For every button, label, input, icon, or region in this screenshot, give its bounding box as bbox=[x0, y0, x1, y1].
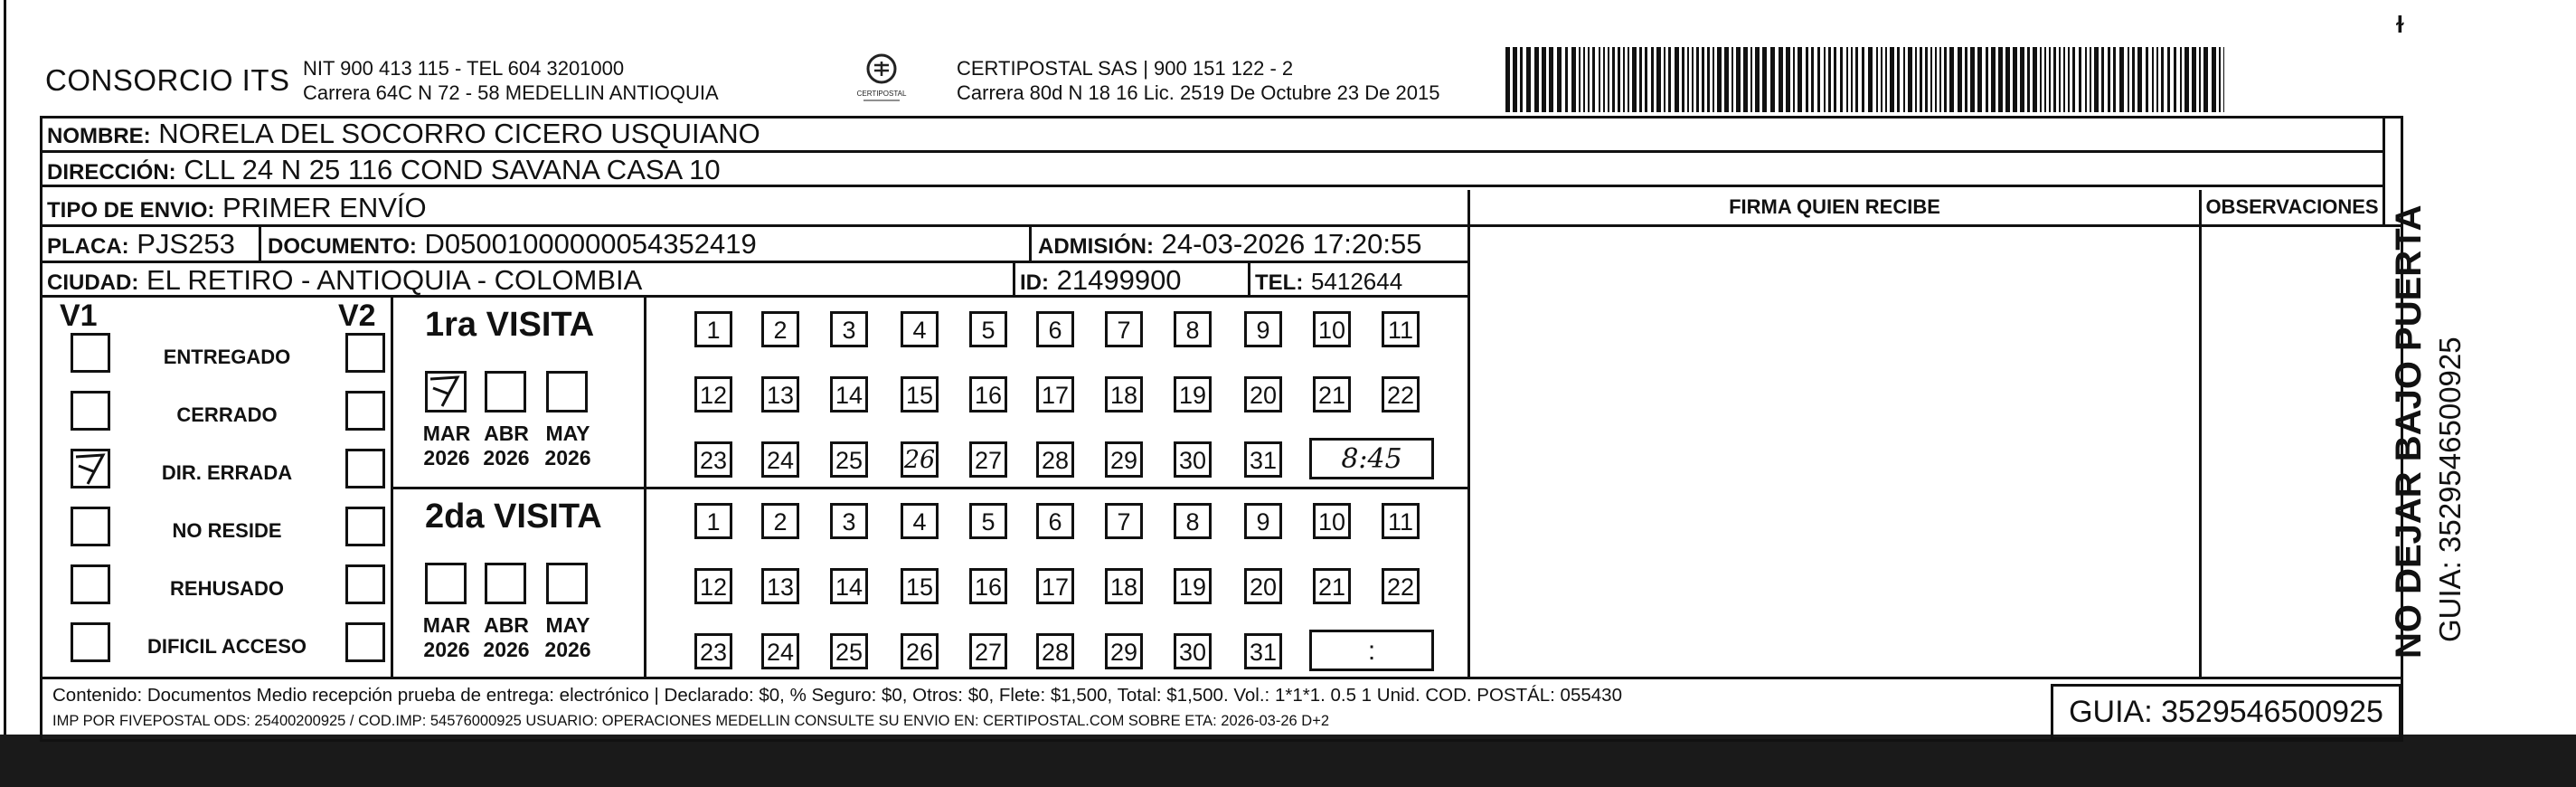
barcode-bar bbox=[1618, 47, 1620, 112]
v1-checkbox[interactable] bbox=[71, 622, 110, 662]
tipo-envio-value: PRIMER ENVÍO bbox=[222, 192, 427, 223]
day-box[interactable]: 13 bbox=[761, 376, 799, 412]
barcode-bar bbox=[1724, 47, 1729, 112]
barcode-bar bbox=[2161, 47, 2164, 112]
barcode-bar bbox=[1944, 47, 1947, 112]
barcode-bar bbox=[2146, 47, 2148, 112]
id-label: ID: bbox=[1020, 270, 1049, 295]
day-box[interactable]: 27 bbox=[969, 441, 1007, 478]
tel-field bbox=[1255, 264, 1402, 299]
barcode-bar bbox=[1505, 47, 1510, 112]
barcode-bar bbox=[1588, 47, 1590, 112]
v2-checkbox[interactable] bbox=[345, 449, 385, 488]
barcode-bar bbox=[2072, 47, 2075, 112]
month-name: MAR bbox=[422, 422, 471, 445]
barcode-bar bbox=[1571, 47, 1576, 112]
barcode-bar bbox=[1656, 47, 1661, 112]
months-divider bbox=[644, 295, 646, 678]
day-box[interactable]: 9 bbox=[1244, 503, 1282, 539]
barcode-bar bbox=[1885, 47, 1887, 112]
day-box[interactable]: 17 bbox=[1036, 376, 1074, 412]
barcode-bar bbox=[1935, 47, 1937, 112]
barcode-bar bbox=[2040, 47, 2042, 112]
barcode-bar bbox=[1534, 47, 1539, 112]
barcode-bar bbox=[1779, 47, 1783, 112]
v1-label: V1 bbox=[60, 299, 98, 333]
barcode-bar bbox=[2090, 47, 2091, 112]
day-box[interactable]: 31 bbox=[1244, 633, 1282, 669]
carrier-info bbox=[957, 56, 1439, 105]
guia-number: GUIA: 3529546500925 bbox=[2051, 684, 2401, 740]
barcode-bar bbox=[1998, 47, 2003, 112]
barcode-bar bbox=[2033, 47, 2037, 112]
status-divider bbox=[391, 295, 393, 678]
barcode-bar bbox=[2212, 47, 2216, 112]
status-option-label: NO RESIDE bbox=[172, 519, 282, 542]
day-box[interactable]: 6 bbox=[1036, 311, 1074, 347]
barcode-bar bbox=[1628, 47, 1629, 112]
barcode-bar bbox=[1755, 47, 1760, 112]
logo-text: CERTIPOSTAL bbox=[856, 90, 907, 98]
barcode-bar bbox=[1713, 47, 1714, 112]
barcode-bar bbox=[1612, 47, 1615, 112]
barcode-bar bbox=[2049, 47, 2051, 112]
barcode-bar bbox=[1549, 47, 1553, 112]
month-name: ABR bbox=[484, 422, 529, 445]
barcode-bar bbox=[2053, 47, 2056, 112]
barcode-bar bbox=[1513, 47, 1517, 112]
barcode-bar bbox=[1639, 47, 1642, 112]
status-option-label: CERRADO bbox=[176, 403, 278, 426]
barcode-bar bbox=[2184, 47, 2189, 112]
day-box[interactable]: 28 bbox=[1036, 633, 1074, 669]
month-name: MAY bbox=[545, 613, 590, 637]
day-box[interactable]: 26 bbox=[901, 633, 939, 669]
barcode-bar bbox=[1890, 47, 1894, 112]
barcode-bar bbox=[1851, 47, 1853, 112]
side-guia: GUIA: 3529546500925 bbox=[2433, 337, 2467, 642]
month-label bbox=[418, 422, 476, 470]
barcode-bar bbox=[1675, 47, 1679, 112]
barcode-bar bbox=[1965, 47, 1967, 112]
barcode-bar bbox=[1939, 47, 1941, 112]
barcode-bar bbox=[1840, 47, 1843, 112]
day-box[interactable]: 4 bbox=[901, 503, 939, 539]
day-box[interactable]: 8 bbox=[1174, 311, 1212, 347]
day-box[interactable]: 14 bbox=[830, 568, 868, 604]
month-year: 2026 bbox=[483, 638, 530, 661]
signature-divider bbox=[1467, 190, 1470, 678]
status-option-label: DIR. ERRADA bbox=[161, 461, 293, 484]
v2-checkbox[interactable] bbox=[345, 391, 385, 431]
visit-divider bbox=[391, 487, 1470, 489]
barcode-bar bbox=[2203, 47, 2208, 112]
month-year: 2026 bbox=[544, 446, 591, 469]
admision-label: ADMISIÓN: bbox=[1038, 234, 1154, 259]
placa-value: PJS253 bbox=[137, 228, 235, 260]
barcode-bar bbox=[2119, 47, 2124, 112]
barcode-bar bbox=[2068, 47, 2070, 112]
barcode-bar bbox=[2101, 47, 2104, 112]
placa-label: PLACA: bbox=[47, 234, 129, 259]
barcode-bar bbox=[1542, 47, 1546, 112]
barcode-bar bbox=[1668, 47, 1671, 112]
day-box[interactable]: 17 bbox=[1036, 568, 1074, 604]
barcode-bar bbox=[1702, 47, 1704, 112]
print-details: IMP POR FIVEPOSTAL ODS: 25400200925 / COD.IMP: 54576000925 USUARIO: OPERACIONES MEDELLIN CONSULTE SU ENVIO EN: CERTIPOSTAL.COM SOBRE ETA: 2026-03-26 D+2 bbox=[52, 713, 1330, 729]
visit-title: 2da VISITA bbox=[425, 498, 602, 536]
barcode-bar bbox=[1603, 47, 1605, 112]
ciudad-value: EL RETIRO - ANTIOQUIA - COLOMBIA bbox=[146, 264, 643, 296]
nombre-field bbox=[47, 118, 760, 153]
day-box[interactable]: 19 bbox=[1174, 376, 1212, 412]
barcode-bar bbox=[2063, 47, 2065, 112]
status-option-label: REHUSADO bbox=[170, 577, 284, 600]
barcode-bar bbox=[1876, 47, 1878, 112]
month-name: MAR bbox=[422, 613, 471, 637]
barcode-bar bbox=[1977, 47, 1982, 112]
observations-divider bbox=[2199, 190, 2202, 678]
barcode bbox=[1505, 47, 2224, 112]
certipostal-logo bbox=[854, 49, 909, 105]
barcode-bar bbox=[2094, 47, 2099, 112]
day-box[interactable]: 2 bbox=[761, 311, 799, 347]
barcode-bar bbox=[1707, 47, 1710, 112]
month-checkbox[interactable] bbox=[485, 563, 526, 604]
barcode-bar bbox=[1817, 47, 1820, 112]
status-option-label: ENTREGADO bbox=[163, 346, 291, 368]
barcode-bar bbox=[2044, 47, 2046, 112]
barcode-bar bbox=[1958, 47, 1962, 112]
visit-time[interactable]: : bbox=[1309, 630, 1434, 671]
day-box[interactable]: 13 bbox=[761, 568, 799, 604]
visit-title: 1ra VISITA bbox=[425, 306, 595, 344]
barcode-bar bbox=[1811, 47, 1814, 112]
carrier-address-line: Carrera 80d N 18 16 Lic. 2519 De Octubre 23 De 2015 bbox=[957, 81, 1440, 104]
barcode-bar bbox=[1579, 47, 1581, 112]
margin-mark: ɫ bbox=[2396, 11, 2404, 38]
day-box[interactable]: 30 bbox=[1174, 633, 1212, 669]
barcode-bar bbox=[2219, 47, 2221, 112]
v2-checkbox[interactable] bbox=[345, 333, 385, 373]
day-box[interactable]: 24 bbox=[761, 441, 799, 478]
barcode-bar bbox=[2152, 47, 2154, 112]
barcode-bar bbox=[1750, 47, 1752, 112]
day-box[interactable]: 5 bbox=[969, 311, 1007, 347]
ciudad-label: CIUDAD: bbox=[47, 270, 139, 295]
page-bottom-band bbox=[0, 735, 2576, 787]
barcode-bar bbox=[1557, 47, 1562, 112]
month-year: 2026 bbox=[544, 638, 591, 661]
barcode-bar bbox=[1970, 47, 1975, 112]
barcode-bar bbox=[1682, 47, 1684, 112]
day-box[interactable]: 29 bbox=[1105, 441, 1143, 478]
barcode-bar bbox=[1592, 47, 1595, 112]
company-name: CONSORCIO ITS bbox=[45, 63, 290, 97]
footer-rule bbox=[40, 677, 2403, 679]
status-option-label: DIFICIL ACCESO bbox=[146, 635, 307, 658]
barcode-bar bbox=[1925, 47, 1928, 112]
day-box[interactable]: 2 bbox=[761, 503, 799, 539]
month-year: 2026 bbox=[483, 446, 530, 469]
barcode-bar bbox=[2079, 47, 2081, 112]
day-box[interactable]: 30 bbox=[1174, 441, 1212, 478]
barcode-bar bbox=[2108, 47, 2110, 112]
barcode-bar bbox=[1687, 47, 1689, 112]
barcode-bar bbox=[1846, 47, 1848, 112]
day-box[interactable]: 18 bbox=[1105, 568, 1143, 604]
barcode-bar bbox=[1915, 47, 1917, 112]
day-box[interactable]: 31 bbox=[1244, 441, 1282, 478]
v1-checkbox[interactable] bbox=[71, 507, 110, 546]
day-box[interactable]: 16 bbox=[969, 568, 1007, 604]
month-checkbox[interactable] bbox=[546, 371, 588, 412]
content-details: Contenido: Documentos Medio recepción prueba de entrega: electrónico | Declarado: $0, % Seguro: $0, Otros: $0, Flete: $1,500, Total: $1,500. Vol.: 1*1*1. 0.5 1 Unid. COD. POSTÁL: 055430 bbox=[52, 685, 1622, 706]
barcode-bar bbox=[2027, 47, 2030, 112]
day-box[interactable]: 26 bbox=[901, 441, 939, 478]
documento-field bbox=[268, 228, 757, 263]
barcode-bar bbox=[2132, 47, 2135, 112]
company-info bbox=[303, 56, 719, 105]
barcode-bar bbox=[1862, 47, 1864, 112]
barcode-bar bbox=[1717, 47, 1722, 112]
direccion-label: DIRECCIÓN: bbox=[47, 160, 176, 185]
barcode-bar bbox=[1645, 47, 1647, 112]
day-box[interactable]: 22 bbox=[1382, 376, 1420, 412]
day-box[interactable]: 22 bbox=[1382, 568, 1420, 604]
barcode-bar bbox=[1897, 47, 1900, 112]
barcode-bar bbox=[1696, 47, 1699, 112]
v1-checkbox[interactable] bbox=[71, 333, 110, 373]
day-box[interactable]: 3 bbox=[830, 503, 868, 539]
barcode-bar bbox=[1651, 47, 1654, 112]
v2-checkbox[interactable] bbox=[345, 507, 385, 546]
tel-value: 5412644 bbox=[1310, 268, 1403, 295]
day-box[interactable]: 15 bbox=[901, 376, 939, 412]
barcode-bar bbox=[1806, 47, 1808, 112]
company-nit-line: NIT 900 413 115 - TEL 604 3201000 bbox=[303, 57, 625, 80]
barcode-bar bbox=[2192, 47, 2196, 112]
no-dejar-warning: NO DEJAR BAJO PUERTA bbox=[2389, 204, 2429, 659]
barcode-bar bbox=[1868, 47, 1873, 112]
admision-divider bbox=[1029, 226, 1032, 262]
direccion-field bbox=[47, 154, 721, 189]
id-field bbox=[1020, 264, 1182, 299]
day-box[interactable]: 11 bbox=[1382, 311, 1420, 347]
month-checkbox[interactable] bbox=[485, 371, 526, 412]
v2-checkbox[interactable] bbox=[345, 564, 385, 604]
barcode-bar bbox=[1731, 47, 1733, 112]
day-box[interactable]: 1 bbox=[694, 503, 732, 539]
barcode-bar bbox=[1623, 47, 1625, 112]
barcode-bar bbox=[2156, 47, 2158, 112]
barcode-bar bbox=[1692, 47, 1694, 112]
barcode-bar bbox=[2137, 47, 2142, 112]
barcode-bar bbox=[1770, 47, 1775, 112]
barcode-bar bbox=[1743, 47, 1748, 112]
tipo-envio-label: TIPO DE ENVIO: bbox=[47, 198, 215, 223]
day-box[interactable]: 10 bbox=[1313, 503, 1351, 539]
barcode-bar bbox=[2128, 47, 2129, 112]
barcode-bar bbox=[1949, 47, 1954, 112]
day-box[interactable]: 5 bbox=[969, 503, 1007, 539]
barcode-bar bbox=[1583, 47, 1585, 112]
day-box[interactable]: 28 bbox=[1036, 441, 1074, 478]
day-box[interactable]: 29 bbox=[1105, 633, 1143, 669]
month-name: MAY bbox=[545, 422, 590, 445]
documento-value: D05001000000054352419 bbox=[424, 228, 757, 260]
month-checkbox[interactable] bbox=[546, 563, 588, 604]
barcode-bar bbox=[1798, 47, 1802, 112]
day-box[interactable]: 21 bbox=[1313, 568, 1351, 604]
barcode-bar bbox=[1520, 47, 1523, 112]
day-box[interactable]: 24 bbox=[761, 633, 799, 669]
barcode-bar bbox=[2180, 47, 2182, 112]
day-box[interactable]: 20 bbox=[1244, 568, 1282, 604]
barcode-bar bbox=[2199, 47, 2201, 112]
day-box[interactable]: 23 bbox=[694, 441, 732, 478]
month-label bbox=[418, 613, 476, 662]
v1-checkbox[interactable] bbox=[71, 564, 110, 604]
barcode-bar bbox=[1824, 47, 1826, 112]
day-box[interactable]: 27 bbox=[969, 633, 1007, 669]
placa-divider bbox=[259, 226, 261, 262]
day-box[interactable]: 8 bbox=[1174, 503, 1212, 539]
day-box[interactable]: 9 bbox=[1244, 311, 1282, 347]
day-box[interactable]: 25 bbox=[830, 633, 868, 669]
month-label bbox=[539, 613, 597, 662]
tel-label: TEL: bbox=[1255, 270, 1304, 295]
nombre-label: NOMBRE: bbox=[47, 124, 151, 148]
day-box[interactable]: 14 bbox=[830, 376, 868, 412]
barcode-bar bbox=[1991, 47, 1996, 112]
v1-checkbox[interactable] bbox=[71, 449, 110, 488]
barcode-bar bbox=[2167, 47, 2170, 112]
day-box[interactable]: 12 bbox=[694, 568, 732, 604]
day-box[interactable]: 7 bbox=[1105, 503, 1143, 539]
side-label bbox=[2373, 163, 2473, 669]
day-box[interactable]: 16 bbox=[969, 376, 1007, 412]
barcode-bar bbox=[1762, 47, 1767, 112]
barcode-bar bbox=[2085, 47, 2087, 112]
month-checkbox[interactable] bbox=[425, 371, 467, 412]
barcode-bar bbox=[1834, 47, 1836, 112]
month-label bbox=[477, 613, 535, 662]
month-label bbox=[477, 422, 535, 470]
day-box[interactable]: 18 bbox=[1105, 376, 1143, 412]
barcode-bar bbox=[2174, 47, 2176, 112]
barcode-bar bbox=[1828, 47, 1831, 112]
barcode-bar bbox=[1986, 47, 1988, 112]
carrier-nit-line: CERTIPOSTAL SAS | 900 151 122 - 2 bbox=[957, 57, 1294, 80]
nombre-value: NORELA DEL SOCORRO CICERO USQUIANO bbox=[158, 118, 760, 149]
barcode-bar bbox=[1793, 47, 1795, 112]
barcode-bar bbox=[2020, 47, 2024, 112]
day-box[interactable]: 10 bbox=[1313, 311, 1351, 347]
barcode-bar bbox=[1881, 47, 1882, 112]
month-year: 2026 bbox=[423, 446, 470, 469]
month-year: 2026 bbox=[423, 638, 470, 661]
barcode-bar bbox=[2013, 47, 2017, 112]
day-box[interactable]: 12 bbox=[694, 376, 732, 412]
v2-checkbox[interactable] bbox=[345, 622, 385, 662]
barcode-bar bbox=[1526, 47, 1531, 112]
day-box[interactable]: 23 bbox=[694, 633, 732, 669]
barcode-bar bbox=[1736, 47, 1741, 112]
barcode-bar bbox=[2005, 47, 2010, 112]
v2-label: V2 bbox=[338, 299, 376, 333]
barcode-bar bbox=[2223, 47, 2224, 112]
visit-time[interactable]: 8:45 bbox=[1309, 438, 1434, 479]
tipo-envio-field bbox=[47, 192, 427, 227]
day-box[interactable]: 11 bbox=[1382, 503, 1420, 539]
barcode-bar bbox=[1565, 47, 1568, 112]
day-box[interactable]: 3 bbox=[830, 311, 868, 347]
barcode-bar bbox=[1908, 47, 1912, 112]
barcode-bar bbox=[1664, 47, 1665, 112]
day-box[interactable]: 1 bbox=[694, 311, 732, 347]
day-box[interactable]: 4 bbox=[901, 311, 939, 347]
day-box[interactable]: 21 bbox=[1313, 376, 1351, 412]
barcode-bar bbox=[1903, 47, 1905, 112]
barcode-bar bbox=[2113, 47, 2116, 112]
barcode-bar bbox=[1608, 47, 1609, 112]
tel-divider bbox=[1248, 262, 1250, 297]
ciudad-field bbox=[47, 264, 642, 299]
firma-header: FIRMA QUIEN RECIBE bbox=[1729, 195, 1940, 218]
barcode-bar bbox=[1786, 47, 1790, 112]
day-box[interactable]: 7 bbox=[1105, 311, 1143, 347]
day-box[interactable]: 15 bbox=[901, 568, 939, 604]
direccion-value: CLL 24 N 25 116 COND SAVANA CASA 10 bbox=[184, 154, 721, 185]
admision-field bbox=[1038, 228, 1421, 263]
barcode-bar bbox=[1855, 47, 1858, 112]
barcode-bar bbox=[1632, 47, 1637, 112]
day-box[interactable]: 20 bbox=[1244, 376, 1282, 412]
day-box[interactable]: 25 bbox=[830, 441, 868, 478]
page-edge bbox=[4, 0, 6, 787]
month-label bbox=[539, 422, 597, 470]
placa-field bbox=[47, 228, 235, 263]
barcode-bar bbox=[1920, 47, 1922, 112]
barcode-bar bbox=[1930, 47, 1932, 112]
id-value: 21499900 bbox=[1056, 264, 1182, 296]
month-name: ABR bbox=[484, 613, 529, 637]
observaciones-header: OBSERVACIONES bbox=[2205, 195, 2379, 218]
day-box[interactable]: 19 bbox=[1174, 568, 1212, 604]
month-checkbox[interactable] bbox=[425, 563, 467, 604]
id-divider bbox=[1013, 262, 1015, 297]
company-address-line: Carrera 64C N 72 - 58 MEDELLIN ANTIOQUIA bbox=[303, 81, 719, 104]
v1-checkbox[interactable] bbox=[71, 391, 110, 431]
barcode-bar bbox=[1599, 47, 1600, 112]
documento-label: DOCUMENTO: bbox=[268, 234, 417, 259]
day-box[interactable]: 6 bbox=[1036, 503, 1074, 539]
barcode-bar bbox=[2059, 47, 2061, 112]
admision-value: 24-03-2026 17:20:55 bbox=[1161, 228, 1422, 260]
